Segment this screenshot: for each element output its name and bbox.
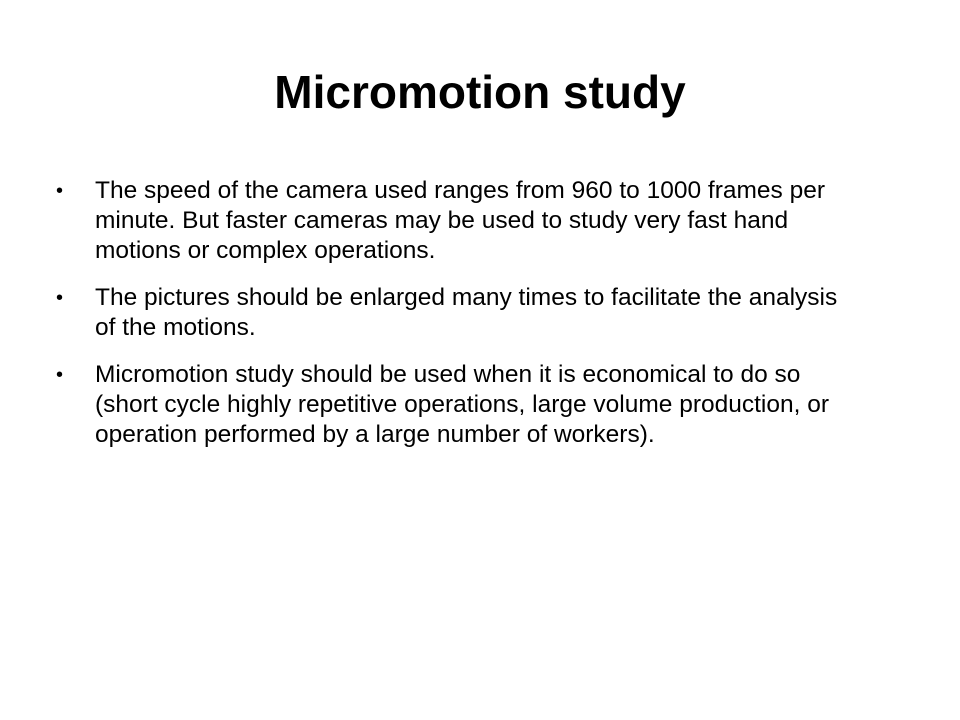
bullet-dot-icon: • (56, 287, 64, 309)
bullet-item (56, 283, 856, 343)
slide-title: Micromotion study (274, 66, 686, 118)
bullet-dot-icon: • (56, 364, 64, 386)
bullet-dot-icon: • (56, 180, 64, 202)
bullet-text: The speed of the camera used ranges from 960 to 1000 frames per minute. But faster cameras may be used to study very fast hand motions or complex operations. (95, 177, 825, 264)
bullet-text: The pictures should be enlarged many times to facilitate the analysis of the motions. (95, 284, 838, 341)
bullet-text: Micromotion study should be used when it is economical to do so (short cycle highly repetitive operations, large volume production, or operation performed by a large number of workers). (95, 361, 830, 448)
bullet-item (56, 176, 856, 266)
bullet-list (56, 176, 856, 467)
bullet-item (56, 360, 856, 450)
